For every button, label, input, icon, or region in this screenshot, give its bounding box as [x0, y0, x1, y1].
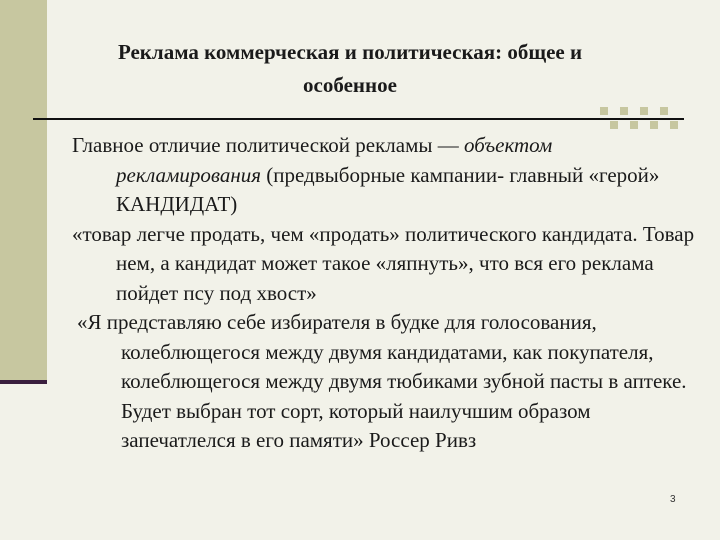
slide-body [72, 131, 702, 456]
paragraph-1-text-start: Главное отличие политической рекламы — [72, 133, 464, 157]
slide-title: Реклама коммерческая и политическая: общее и особенное [117, 40, 583, 97]
paragraph-1-text-end: (предвыборные кампании- главный «герой» КАНДИДАТ) [116, 162, 660, 216]
left-band-underline [0, 380, 47, 384]
divider-square-pattern [598, 107, 682, 129]
title-divider [33, 118, 684, 120]
paragraph-main-difference [72, 131, 702, 220]
page-number: 3 [670, 494, 676, 505]
paragraph-quote-product: «товар легче продать, чем «продать» политического кандидата. Товар нем, а кандидат может такое «ляпнуть», что вся его реклама пойдет псу под хвост» [72, 221, 695, 305]
left-decorative-band [0, 0, 47, 384]
paragraph-1-italic-emphasis: объектом рекламирования [116, 133, 553, 187]
paragraph-quote-reeves: «Я представляю себе избирателя в будке для голосования, колеблющегося между двумя кандидатами, как покупателя, колеблющегося между двумя тюбиками зубной пасты в аптеке. Будет выбран тот сорт, который наилучшим образом запечатлелся в его памяти» Россер Ривз [77, 310, 687, 452]
